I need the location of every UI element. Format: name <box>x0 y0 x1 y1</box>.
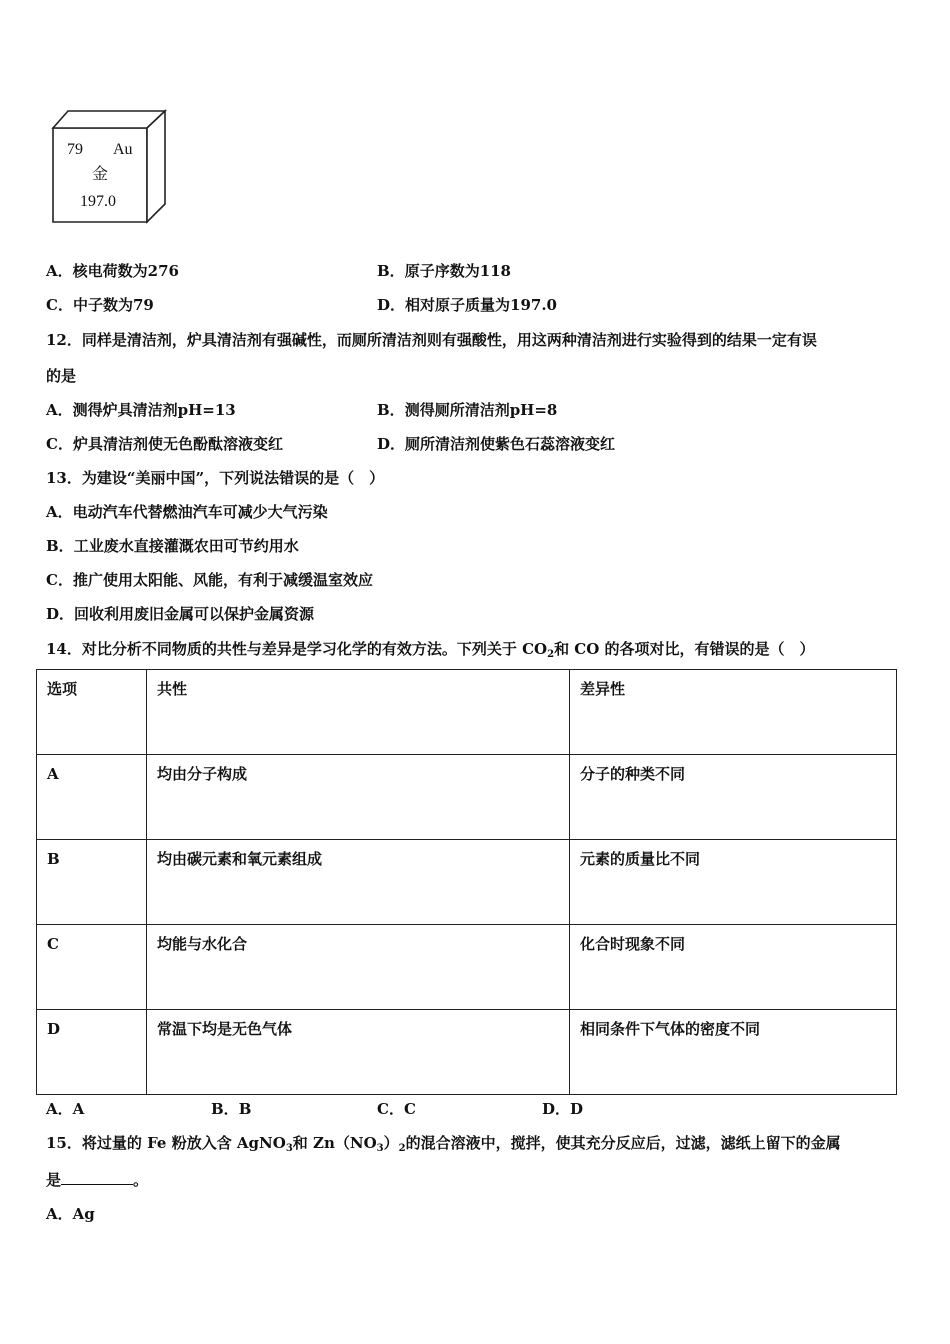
q11-option-a[interactable] <box>46 262 179 280</box>
table-cell: C <box>37 925 147 1010</box>
q11-option-d[interactable] <box>377 296 557 314</box>
table-header-cell: 差异性 <box>570 670 897 755</box>
option-text: 电动汽车代替燃油汽车可减少大气污染 <box>72 503 328 521</box>
option-text: D <box>570 1100 584 1118</box>
option-letter: A． <box>46 262 73 280</box>
q15-subscript: 3 <box>285 1143 293 1154</box>
element-card <box>50 108 170 226</box>
table-cell: B <box>37 840 147 925</box>
q13-option-d[interactable] <box>46 605 314 623</box>
q14-option-b[interactable] <box>211 1100 251 1118</box>
option-letter: B． <box>377 262 405 280</box>
option-text: A <box>72 1100 85 1118</box>
table-cell: 均由碳元素和氧元素组成 <box>147 840 570 925</box>
option-letter: A． <box>46 503 73 521</box>
option-text: 推广使用太阳能、风能，有利于减缓温室效应 <box>72 571 373 589</box>
table-header-cell: 选项 <box>37 670 147 755</box>
q11-option-c[interactable] <box>46 296 154 314</box>
option-letter: C． <box>46 435 73 453</box>
table-cell: 均由分子构成 <box>147 755 570 840</box>
option-letter: C． <box>46 571 73 589</box>
table-cell: 元素的质量比不同 <box>570 840 897 925</box>
option-letter: D． <box>46 605 75 623</box>
q12-option-d[interactable] <box>377 435 615 453</box>
table-header-cell: 共性 <box>147 670 570 755</box>
option-text: 回收利用废旧金属可以保护金属资源 <box>74 605 315 623</box>
table-cell: A <box>37 755 147 840</box>
q15-subscript: 2 <box>398 1143 406 1154</box>
option-text: 厕所清洁剂使紫色石蕊溶液变红 <box>405 435 616 453</box>
table-cell: 常温下均是无色气体 <box>147 1010 570 1095</box>
option-letter: C． <box>377 1100 404 1118</box>
q13-stem: 13．为建设“美丽中国”，下列说法错误的是（ ） <box>46 469 385 487</box>
q15-line2-end: 。 <box>133 1171 149 1189</box>
table-header-row <box>37 670 897 755</box>
option-letter: A． <box>46 1100 73 1118</box>
option-text: 相对原子质量为197.0 <box>405 296 557 314</box>
table-cell: 分子的种类不同 <box>570 755 897 840</box>
answer-blank[interactable] <box>61 1170 133 1185</box>
q15-line2-start: 是 <box>46 1171 62 1189</box>
option-letter: B． <box>377 401 405 419</box>
option-text: C <box>403 1100 416 1118</box>
table-cell: 相同条件下气体的密度不同 <box>570 1010 897 1095</box>
table-cell: 化合时现象不同 <box>570 925 897 1010</box>
q14-option-d[interactable] <box>542 1100 583 1118</box>
table-row <box>37 840 897 925</box>
atomic-number: 79 <box>67 141 83 158</box>
q14-option-a[interactable] <box>46 1100 84 1118</box>
element-name: 金 <box>92 164 109 183</box>
option-letter: A． <box>46 1205 73 1223</box>
q11-option-b[interactable] <box>377 262 511 280</box>
q14-stem-subscript: 2 <box>547 649 555 660</box>
q14-stem-part2: 和 CO 的各项对比，有错误的是（ ） <box>554 640 815 658</box>
atomic-mass: 197.0 <box>80 193 116 210</box>
option-letter: A． <box>46 401 73 419</box>
option-letter: D． <box>377 435 406 453</box>
option-letter: B． <box>211 1100 239 1118</box>
option-text: 中子数为79 <box>72 296 154 314</box>
option-letter: C． <box>46 296 73 314</box>
q12-stem-line2: 的是 <box>46 367 77 385</box>
option-text: Ag <box>72 1205 95 1223</box>
q13-option-a[interactable] <box>46 503 328 521</box>
q15-stem-part2: 和 Zn（NO <box>292 1134 377 1152</box>
q14-stem <box>46 640 815 658</box>
q15-option-a[interactable] <box>46 1205 95 1223</box>
table-cell: D <box>37 1010 147 1095</box>
q13-option-b[interactable] <box>46 537 299 555</box>
table-row <box>37 1010 897 1095</box>
option-letter: D． <box>542 1100 571 1118</box>
option-text: 核电荷数为276 <box>72 262 179 280</box>
comparison-table <box>36 669 897 1095</box>
option-text: 测得炉具清洁剂pH=13 <box>72 401 236 419</box>
element-symbol: Au <box>113 141 133 158</box>
option-text: 炉具清洁剂使无色酚酞溶液变红 <box>72 435 283 453</box>
q15-stem-part4: 的混合溶液中，搅拌，使其充分反应后，过滤，滤纸上留下的金属 <box>405 1134 841 1152</box>
q15-stem-line2 <box>46 1170 148 1189</box>
q12-stem-line1: 12．同样是清洁剂，炉具清洁剂有强碱性，而厕所清洁剂则有强酸性，用这两种清洁剂进行实验得到的结果一定有误 <box>46 331 817 349</box>
option-letter: B． <box>46 537 74 555</box>
table-row <box>37 755 897 840</box>
q15-subscript: 3 <box>376 1143 384 1154</box>
option-text: 原子序数为118 <box>404 262 511 280</box>
option-text: 测得厕所清洁剂pH=8 <box>404 401 558 419</box>
q15-stem-line1 <box>46 1134 841 1152</box>
q15-stem-part1: 15．将过量的 Fe 粉放入含 AgNO <box>46 1134 286 1152</box>
table-cell: 均能与水化合 <box>147 925 570 1010</box>
q12-option-a[interactable] <box>46 401 236 419</box>
q14-option-c[interactable] <box>377 1100 416 1118</box>
q12-option-c[interactable] <box>46 435 283 453</box>
option-text: B <box>238 1100 252 1118</box>
table-row <box>37 925 897 1010</box>
q14-stem-part1: 14．对比分析不同物质的共性与差异是学习化学的有效方法。下列关于 CO <box>46 640 548 658</box>
q13-option-c[interactable] <box>46 571 373 589</box>
option-text: 工业废水直接灌溉农田可节约用水 <box>73 537 299 555</box>
q15-stem-part3: ） <box>383 1134 399 1152</box>
q12-option-b[interactable] <box>377 401 557 419</box>
option-letter: D． <box>377 296 406 314</box>
